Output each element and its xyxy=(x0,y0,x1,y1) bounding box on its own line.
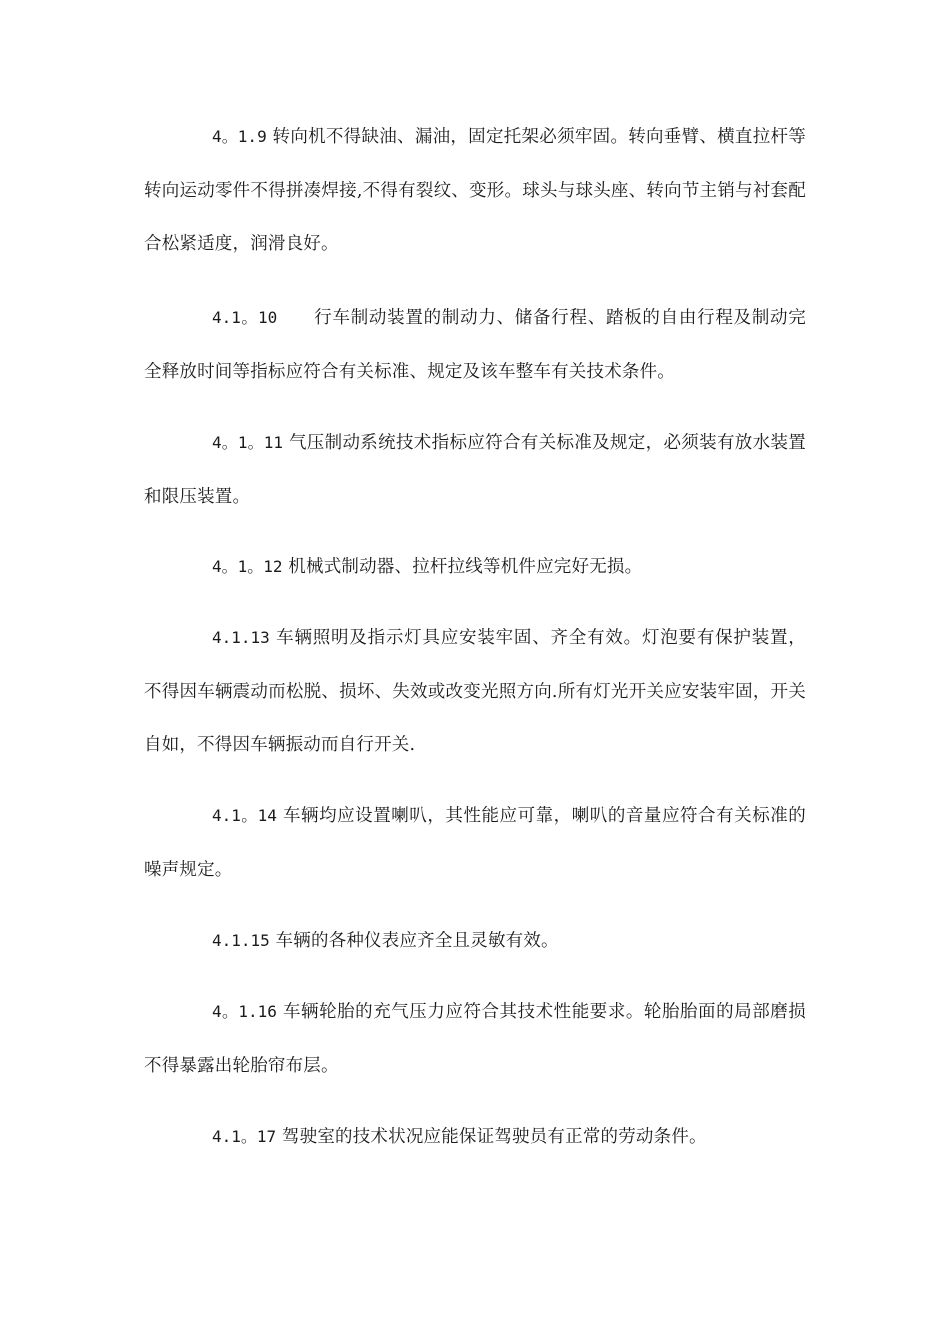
clause-text: 驾驶室的技术状况应能保证驾驶员有正常的劳动条件。 xyxy=(276,1127,707,1147)
clause-text: 转向机不得缺油、漏油，固定托架必须牢固。转向垂臂、横直拉杆等转向运动零件不得拼凑焊接,不得有裂纹、变形。球头与球头座、转向节主销与衬套配合松紧适度，润滑良好。 xyxy=(144,127,806,254)
clause-number: 4.1。14 xyxy=(212,806,277,825)
clause-4-1-17 xyxy=(144,1110,806,1165)
clause-text: 机械式制动器、拉杆拉线等机件应完好无损。 xyxy=(282,557,643,577)
clause-4-1-9 xyxy=(144,110,806,272)
clause-4-1-13 xyxy=(144,611,806,773)
clause-4-1-14 xyxy=(144,789,806,897)
clause-number: 4.1。17 xyxy=(212,1127,277,1146)
clause-text: 车辆轮胎的充气压力应符合其技术性能要求。轮胎胎面的局部磨损不得暴露出轮胎帘布层。 xyxy=(144,1002,806,1076)
clause-number: 4。1.16 xyxy=(212,1002,277,1021)
clause-number: 4.1.13 xyxy=(212,628,270,647)
clause-text: 行车制动装置的制动力、储备行程、踏板的自由行程及制动完全释放时间等指标应符合有关标准、规定及该车整车有关技术条件。 xyxy=(144,308,806,382)
clause-number: 4。1。12 xyxy=(212,557,283,576)
clause-number: 4。1.9 xyxy=(212,127,267,146)
clause-number: 4.1.15 xyxy=(212,931,270,950)
clause-4-1-11 xyxy=(144,416,806,524)
clause-text: 车辆照明及指示灯具应安装牢固、齐全有效。灯泡要有保护装置，不得因车辆震动而松脱、损坏、失效或改变光照方向.所有灯光开关应安装牢固，开关自如，不得因车辆振动而自行开关. xyxy=(144,628,806,755)
clause-text: 车辆的各种仪表应齐全且灵敏有效。 xyxy=(269,931,559,951)
clause-number: 4。1。11 xyxy=(212,433,284,452)
clause-text: 气压制动系统技术指标应符合有关标准及规定，必须装有放水装置和限压装置。 xyxy=(144,433,806,507)
clause-4-1-16 xyxy=(144,985,806,1093)
clause-4-1-10 xyxy=(144,291,806,399)
clause-number: 4.1。10 xyxy=(212,308,278,327)
clause-text: 车辆均应设置喇叭，其性能应可靠，喇叭的音量应符合有关标准的噪声规定。 xyxy=(144,806,806,880)
clause-4-1-12 xyxy=(144,540,806,595)
clause-4-1-15 xyxy=(144,914,806,969)
